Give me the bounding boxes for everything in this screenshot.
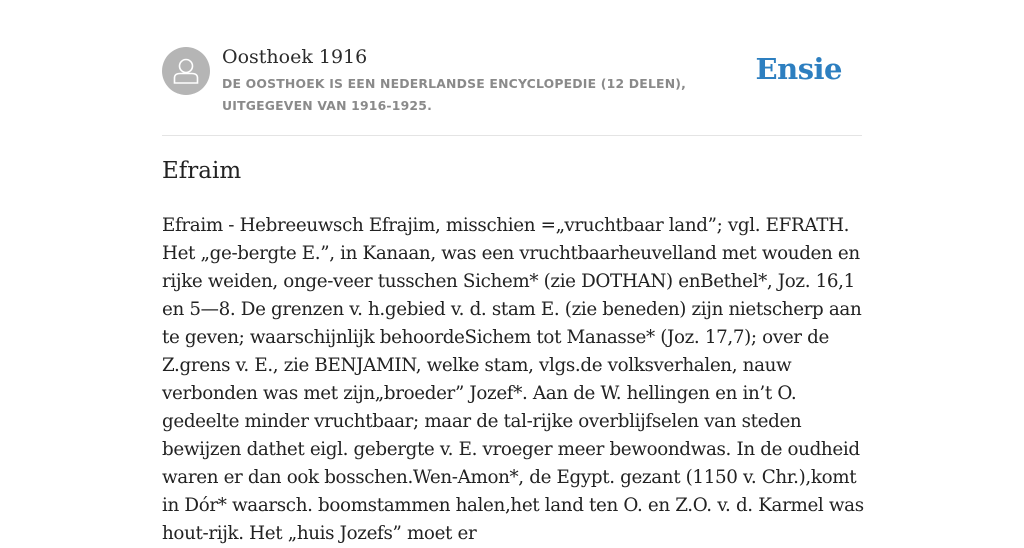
header-divider [162, 135, 862, 136]
entry-body: Efraim - Hebreeuwsch Efrajim, misschien =„vruchtbaar land”; vgl. EFRATH. Het „ge-bergte E.”, in Kanaan, was een vruchtbaarheuvelland met wouden en rijke weiden, onge-veer tusschen Sichem* (zie DOTHAN) enBethel*, Joz. 16,1 en 5—8. De grenzen v. h.gebied v. d. stam E. (zie beneden) zijn nietscherp aan te geven; waarschijnlijk behoordeSichem tot Manasse* (Joz. 17,7); over de Z.grens v. E., zie BENJAMIN, welke stam, vlgs.de volksverhalen, nauw verbonden was met zijn„broeder” Jozef*. Aan de W. hellingen en in’t O. gedeelte minder vruchtbaar; maar de tal-rijke overblijfselen van steden bewijzen dathet eigl. gebergte v. E. vroeger meer bewoondwas. In de oudheid waren er dan ook bosschen.Wen-Amon*, de Egypt. gezant (1150 v. Chr.),komt in Dór* waarsch. boomstammen halen,het land ten O. en Z.O. v. d. Karmel was hout-rijk. Het „huis Jozefs” moet er [162, 215, 864, 544]
ensie-logo[interactable]: Ensie [755, 52, 842, 86]
source-description: DE OOSTHOEK IS EEN NEDERLANDSE ENCYCLOPEDIE (12 DELEN), UITGEGEVEN VAN 1916-1925. [222, 76, 687, 113]
user-avatar-icon[interactable] [162, 47, 210, 95]
entry-title: Efraim [162, 158, 242, 184]
source-title[interactable]: Oosthoek 1916 [222, 46, 368, 68]
source-header [162, 46, 862, 118]
